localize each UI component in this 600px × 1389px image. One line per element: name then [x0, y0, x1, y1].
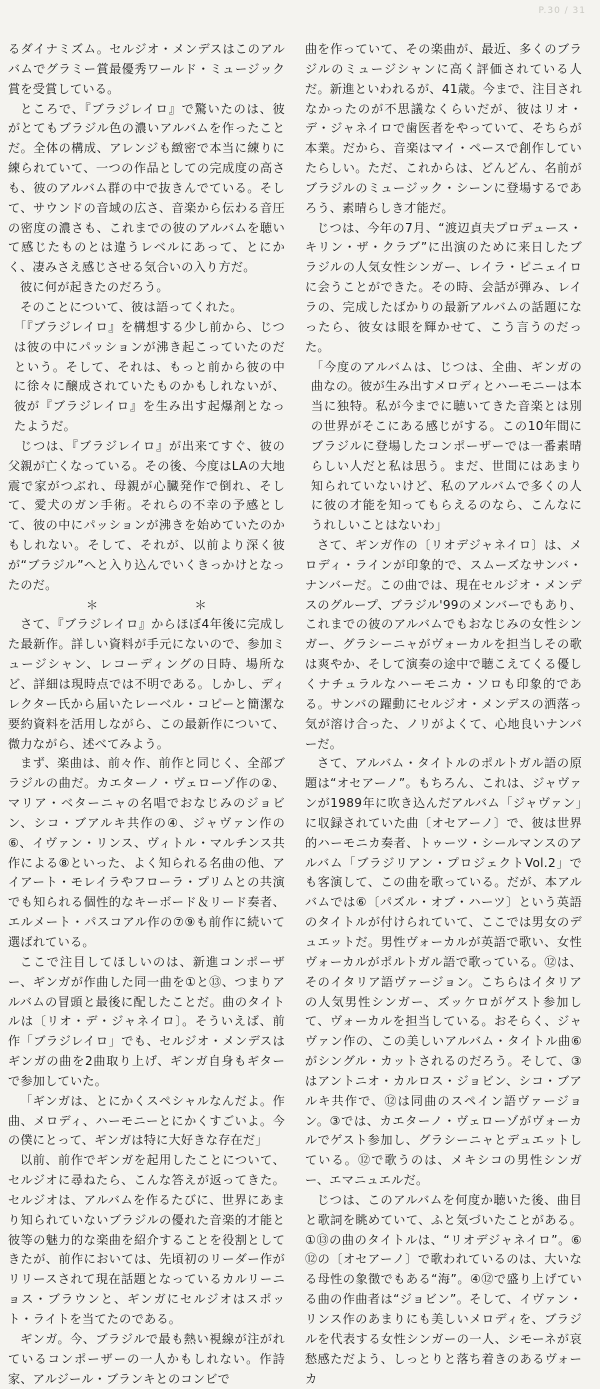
quote-paragraph: 「ギンガは、とにかくスペシャルなんだよ。作曲、メロディ、ハーモニーとにかくすごいよ。今の僕にとって、ギンガは特に大好きな存在だ」 [8, 1093, 285, 1148]
section-separator [8, 596, 285, 616]
paragraph: じつは、今年の7月、“渡辺貞夫プロデュース・キリン・ザ・クラブ”に出演のために来日したブラジルの人気女性シンガー、レイラ・ピニェイロに会うことができた。その時、会話が弾み、レイラの、完成したばかりの最新アルバムの話題になったら、彼女は眼を輝かせて、こう言うのだった。 [305, 220, 582, 354]
paragraph: じつは、『ブラジレイロ』が出来てすぐ、彼の父親が亡くなっている。その後、今度はLAの大地震で家がつぶれ、母親が心臓発作で倒れ、そして、愛犬のガン手術。それらの不幸の予感として、彼の中にパッションが沸きを始めていたのかもしれない。そして、それが、以前より深く彼が“ブラジル”へと入り込んでいくきっかけとなったのだ。 [8, 438, 285, 592]
separator-star: ＊ [86, 597, 99, 612]
paragraph: るダイナミズム。セルジオ・メンデスはこのアルバムでグラミー賞最優秀ワールド・ミュージック賞を受賞している。 [8, 42, 285, 96]
paragraph: ここで注目してほしいのは、新進コンポーザー、ギンガが作曲した同一曲を①と⑬、つまりアルバムの冒頭と最後に配したことだ。曲のタイトルは〔リオ・デ・ジャネイロ〕。そういえば、前作「ブラジレイロ」でも、セルジオ・メンデスはギンガの曲を2曲取り上げ、ギンガ自身もギターで参加していた。 [8, 954, 285, 1088]
left-column [8, 40, 285, 1389]
page-number-mark: P.30 / 31 [538, 6, 586, 16]
paragraph: さて、『ブラジレイロ』からほぼ4年後に完成した最新作。詳しい資料が手元にないので、参加ミュージシャン、レコーディングの日時、場所など、詳細は現時点では不明である。しかし、ディレクター氏から届いたレーベル・コピーと簡潔な要約資料を活用しながら、この最新作について、微力ながら、述べてみよう。 [8, 617, 285, 751]
paragraph: 彼に何が起きたのだろう。 [20, 280, 169, 295]
paragraph: 曲を作っていて、その楽曲が、最近、多くのブラジルのミュージシャンに高く評価されている人だ。新進といわれるが、41歳。今まで、注目されなかったのが不思議なくらいだが、彼はリオ・デ・ジャネイロで歯医者をやっていて、そちらが本業。だから、音楽はマイ・ペースで創作していたらしい。ただ、これからは、どんどん、名前がブラジルのミュージック・シーンに登場するであろう、素晴らしき才能だ。 [305, 42, 582, 215]
paragraph: ギンガ。今、ブラジルで最も熱い視線が注がれているコンポーザーの一人かもしれない。作詩家、アルジール・ブランキとのコンビで [8, 1331, 285, 1386]
paragraph: じつは、このアルバムを何度か聴いた後、曲目と歌詞を眺めていて、ふと気づいたことがある。①⑬の曲のタイトルは、“リオデジャネイロ”。⑥⑫の〔オセアーノ〕で歌われているのは、大いなる母性の象徴でもある“海”。④⑫で盛り上げている曲の作曲者は“ジョビン”。そして、イヴァン・リンス作のあまりにも美しいメロディを、ブラジルを代表する女性シンガーの一人、シモーネが哀愁感ただよう、しっとりと落ち着きのあるヴォーカ [305, 1192, 582, 1386]
paragraph: ところで、『ブラジレイロ』で驚いたのは、彼がとてもブラジル色の濃いアルバムを作ったことだ。全体の構成、アレンジも緻密で本当に練りに練られていて、一つの作品としての完成度の高さも、彼のアルバム群の中で抜きんでている。そして、サウンドの音域の広さ、音楽から伝わる音圧の密度の濃さも、これまでの彼のアルバムを聴いて感じたものとは違うレベルにあって、とにかく、凄みさえ感じさせる気合いの入り方だ。 [8, 101, 285, 275]
quote-paragraph: 「今度のアルバムは、じつは、全曲、ギンガの曲なの。彼が生み出すメロディとハーモニーは本当に独特。私が今までに聴いてきた音楽とは別の世界がそこにある感じがする。この10年間にブラジルに登場したコンポーザーでは一番素晴らしい人だと私は思う。まだ、世間にはあまり知られていないけど、私のアルバムで多くの人に彼の才能を知ってもらえるのなら、こんなにうれしいことはないわ」 [311, 359, 582, 533]
quote-paragraph: 「『ブラジレイロ』を構想する少し前から、じつは彼の中にパッションが沸き起こっていたのだという。そして、それは、もっと前から彼の中に徐々に醸成されていたものかもしれないが、彼が『ブラジレイロ』を生み出す起爆剤となったようだ。 [14, 319, 285, 434]
paragraph: そのことについて、彼は語ってくれた。 [20, 299, 243, 314]
paragraph: さて、ギンガ作の〔リオデジャネイロ〕は、メロディ・ラインが印象的で、スムーズなサンバ・ナンバーだ。この曲では、現在セルジオ・メンデスのグループ、ブラジル'99のメンバーでもあり、これまでの彼のアルバムでもおなじみの女性シンガー、グラシーニャがヴォーカルを担当しその歌は爽やか、そして演奏の途中で聴こえてくる優しくナチュラルなハーモニカ・ソロも印象的である。サンバの躍動にセルジオ・メンデスの洒落っ気が溶け合った、ノリがよくて、心地良いナンバーだ。 [305, 538, 582, 751]
right-column [305, 40, 582, 1389]
paragraph: さて、アルバム・タイトルのポルトガル語の原題は“オセアーノ”。もちろん、これは、ジャヴァンが1989年に吹き込んだアルバム「ジャヴァン」に収録されていた曲〔オセアーノ〕で、彼は世界的ハーモニカ奏者、トゥーツ・シールマンスのアルバム「ブラジリアン・プロジェクトVol.2」でも客演して、この曲を歌っている。だが、本アルバムでは⑥〔パズル・オブ・ハーツ〕という英語のタイトルが付けられていて、ここでは男女のデュエットだ。男性ヴォーカルが英語で歌い、女性ヴォーカルがポルトガル語で歌っている。⑫は、そのイタリア語ヴァージョン。こちらはイタリアの人気男性シンガー、ズッケロがゲスト参加して、ヴォーカルを担当している。おそらく、ジャヴァン作の、この美しいアルバム・タイトル曲⑥がシングル・カットされるのだろう。そして、③はアントニオ・カルロス・ジョビン、シコ・ブアルキ共作で、⑫は同曲のスペイン語ヴァージョン。③では、カエターノ・ヴェローゾがヴォーカルでゲスト参加し、グラシーニャとデュエットしている。⑫で歌うのは、メキシコの男性シンガー、エマニュエルだ。 [305, 756, 582, 1188]
paragraph: まず、楽曲は、前々作、前作と同じく、全部ブラジルの曲だ。カエターノ・ヴェローゾ作の②、マリア・ベターニャの名唱でおなじみのジョビン、シコ・ブアルキ共作の④、ジャヴァン作の⑥、イヴァン・リンス、ヴィトル・マルチンス共作による⑧といった、よく知られる名曲の他、アイアート・モレイラやフローラ・プリムとの共演でも知られる個性的なキーボード＆リード奏者、エルメート・パスコアル作の⑦⑨も前作に続いて選ばれている。 [8, 756, 285, 949]
separator-star: ＊ [194, 597, 207, 612]
paragraph: 以前、前作でギンガを起用したことについて、セルジオに尋ねたら、こんな答えが返ってきた。セルジオは、アルバムを作るたびに、世界にあまり知られていないブラジルの優れた音楽的才能と彼等の魅力的な楽曲を紹介することを役割としてきたが、前作においては、先頃初のリーダー作がリリースされて現在話題となっているカルリーニョス・ブラウンと、ギンガにセルジオはスポット・ライトを当てたのである。 [8, 1153, 285, 1326]
